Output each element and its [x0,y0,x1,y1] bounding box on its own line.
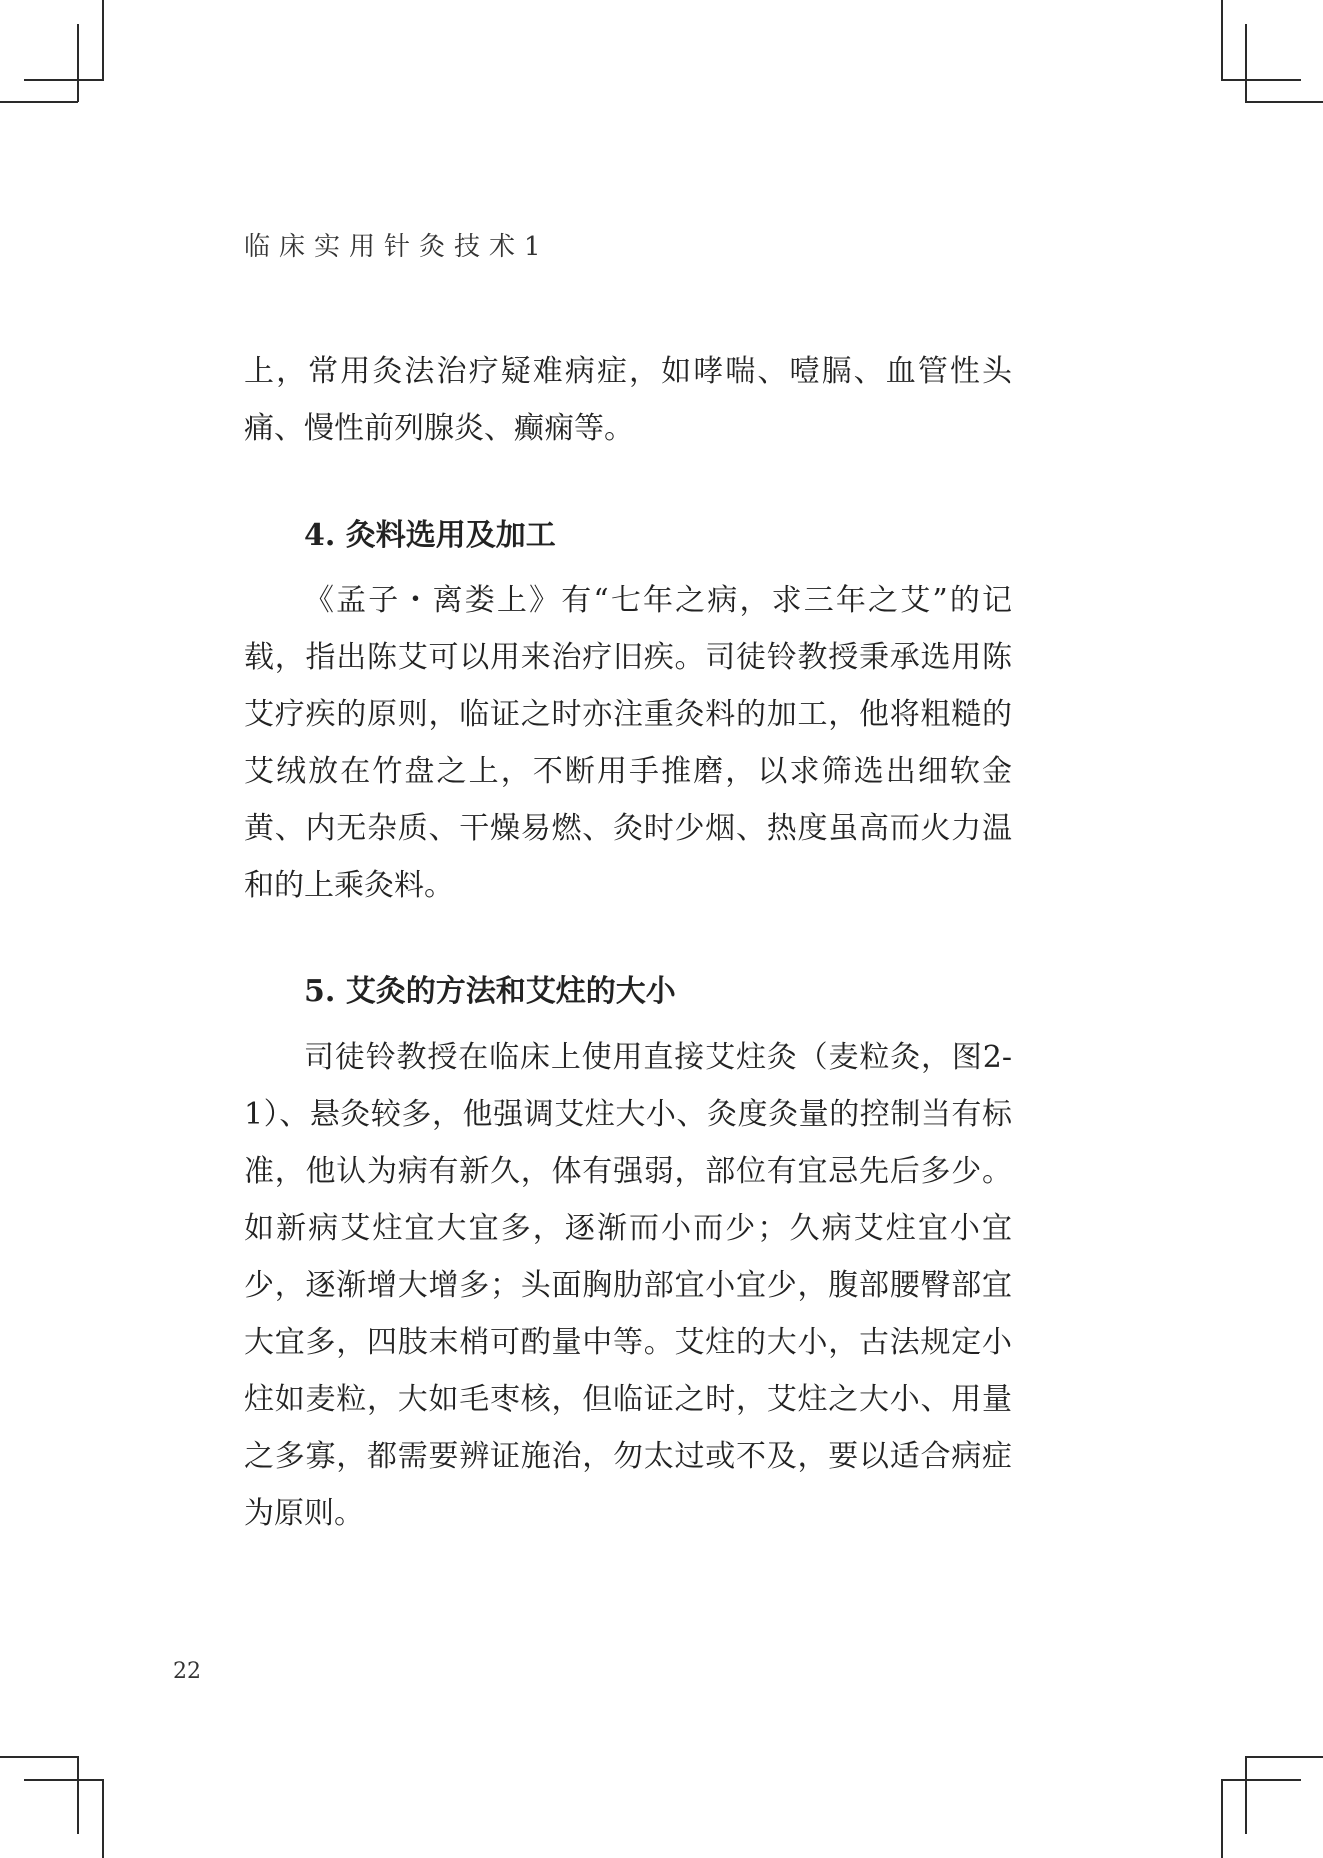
crop-mark-bottom-left-vertical [102,1779,104,1858]
section-5-paragraph: 司徒铃教授在临床上使用直接艾炷灸（麦粒灸，图2-1）、悬灸较多，他强调艾炷大小、灸度灸量的控制当有标准，他认为病有新久，体有强弱，部位有宜忌先后多少。如新病艾炷宜大宜多，逐渐而小而少；久病艾炷宜小宜少，逐渐增大增多；头面胸肋部宜小宜少，腹部腰臀部宜大宜多，四肢末梢可酌量中等。艾炷的大小，古法规定小炷如麦粒，大如毛枣核，但临证之时，艾炷之大小、用量之多寡，都需要辨证施治，勿太过或不及，要以适合病症为原则。 [244,1040,1012,1531]
crop-mark-top-right-horizontal [1221,79,1301,81]
crop-mark-bottom-right-outer-vertical [1245,1756,1247,1834]
section-heading-4: 4. 灸料选用及加工 [304,518,556,553]
section-4-paragraph: 《孟子・离娄上》有“七年之病，求三年之艾”的记载，指出陈艾可以用来治疗旧疾。司徒铃教授秉承选用陈艾疗疾的原则，临证之时亦注重灸料的加工，他将粗糙的艾绒放在竹盘之上，不断用手推磨，以求筛选出细软金黄、内无杂质、干燥易燃、灸时少烟、热度虽高而火力温和的上乘灸料。 [244,583,1012,903]
crop-mark-bottom-left-horizontal [24,1779,104,1781]
running-header-title: 临床实用针灸技术1 [244,232,550,262]
crop-mark-top-left-outer-horizontal [0,101,78,103]
crop-mark-bottom-right-outer-horizontal [1245,1756,1323,1758]
crop-mark-bottom-left-outer-vertical [77,1756,79,1834]
crop-mark-top-right-vertical [1221,0,1223,80]
section-heading-5: 5. 艾灸的方法和艾炷的大小 [304,974,676,1009]
crop-mark-top-left-vertical [102,0,104,80]
crop-mark-top-right-outer-vertical [1245,24,1247,102]
crop-mark-bottom-left-outer-horizontal [0,1756,78,1758]
crop-mark-bottom-right-horizontal [1221,1779,1301,1781]
continuation-paragraph: 上，常用灸法治疗疑难病症，如哮喘、噎膈、血管性头痛、慢性前列腺炎、癫痫等。 [244,354,1012,446]
crop-mark-bottom-right-vertical [1221,1779,1223,1858]
crop-mark-top-right-outer-horizontal [1245,101,1323,103]
crop-mark-top-left-outer-vertical [77,24,79,102]
crop-mark-top-left-horizontal [24,79,104,81]
page-number: 22 [173,1659,201,1684]
